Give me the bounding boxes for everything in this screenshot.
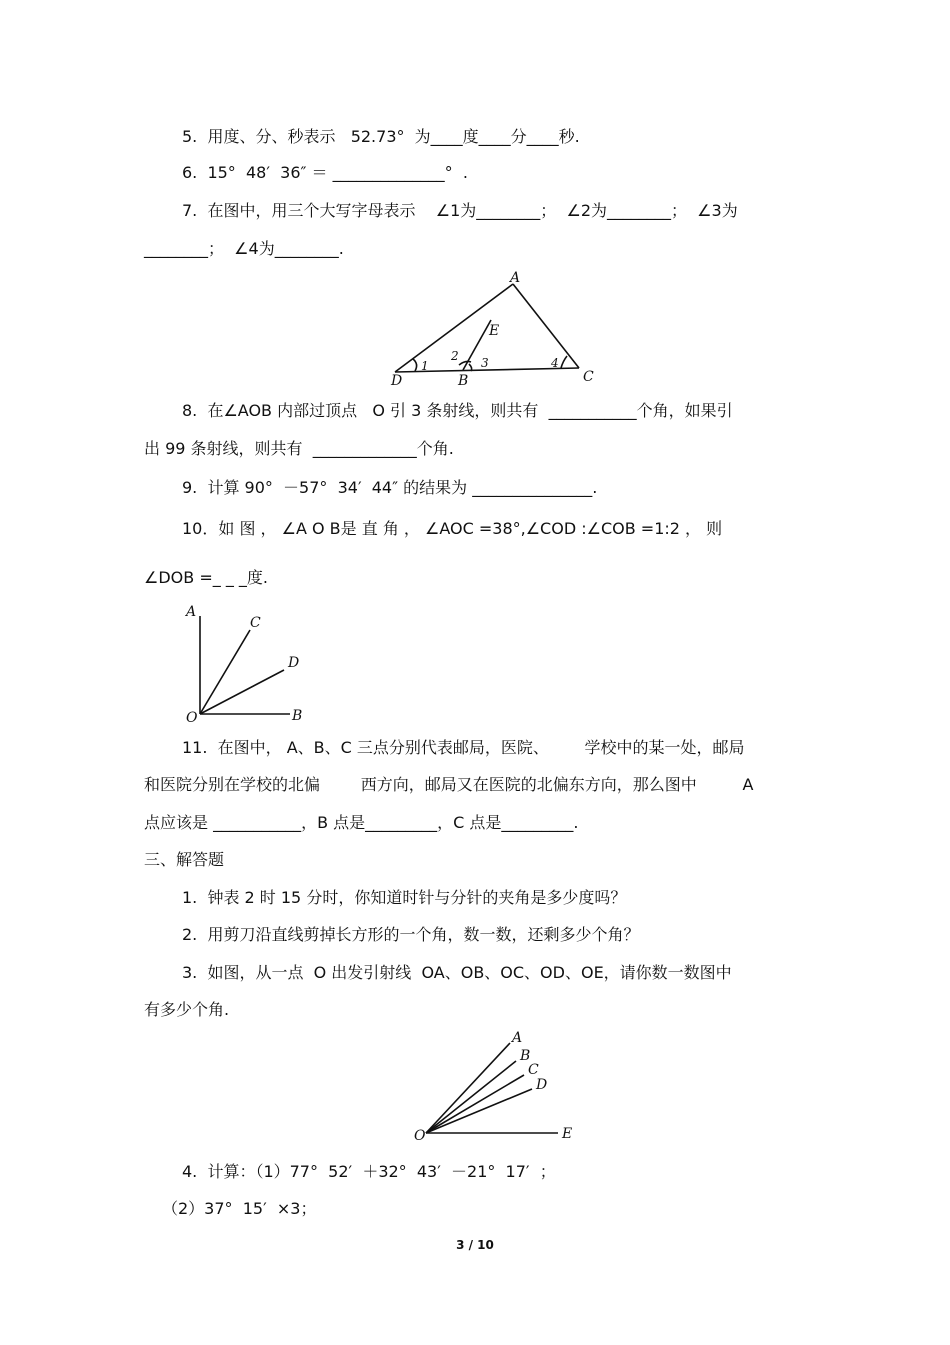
text-line: 有多少个角. xyxy=(144,1000,230,1019)
rays-figure xyxy=(410,1028,580,1146)
text-line: 2. 用剪刀沿直线剪掉长方形的一个角，数一数，还剩多少个角？ xyxy=(182,925,640,944)
label-e: E xyxy=(489,323,500,339)
label-a: A xyxy=(186,604,197,620)
text-line: 3. 如图，从一点 O 出发引射线 OA、OB、OC、OD、OE，请你数一数图中 xyxy=(182,963,732,982)
label-2: 2 xyxy=(451,349,459,363)
page-number: 3 / 10 xyxy=(456,1238,494,1252)
label-d: D xyxy=(288,655,300,671)
text-line: （2）37° 15′ ×3； xyxy=(162,1199,317,1218)
label-o: O xyxy=(414,1128,426,1144)
label-a: A xyxy=(512,1030,523,1046)
label-1: 1 xyxy=(421,359,429,373)
right-angle-figure xyxy=(180,600,310,728)
text-line: 11. 在图中， A、B、C 三点分别代表邮局，医院、 学校中的某一处，邮局 xyxy=(182,738,745,757)
label-o: O xyxy=(186,710,198,726)
text-line: 和医院分别在学校的北偏 西方向，邮局又在医院的北偏东方向，那么图中 A xyxy=(144,775,754,794)
label-b: B xyxy=(520,1048,531,1064)
label-4: 4 xyxy=(551,356,559,370)
text-line: 6. 15° 48′ 36″ ＝ ______________° . xyxy=(182,163,468,182)
label-b: B xyxy=(458,373,469,388)
label-d: D xyxy=(391,373,403,388)
label-b: B xyxy=(292,708,303,724)
label-c: C xyxy=(250,615,261,631)
text-line: 10．如 图 ， ∠A O B是 直 角 ， ∠AOC =38°,∠COD :∠COB =1:2 ， 则 xyxy=(182,519,723,538)
text-line: 4. 计算：（1）77° 52′ ＋32° 43′ －21° 17′ ； xyxy=(182,1162,556,1181)
label-a: A xyxy=(510,270,521,286)
text-line: ∠DOB =_ _ _度. xyxy=(144,568,268,587)
text-line: 1. 钟表 2 时 15 分时，你知道时针与分针的夹角是多少度吗？ xyxy=(182,888,627,907)
label-e: E xyxy=(562,1126,573,1142)
text-line: 7. 在图中，用三个大写字母表示 ∠1为________； ∠2为________； ∠3为 xyxy=(182,201,738,220)
text-line: 出 99 条射线，则共有 _____________个角. xyxy=(144,439,454,458)
triangle-figure xyxy=(385,268,605,388)
label-c: C xyxy=(528,1062,539,1078)
text-line: 三、解答题 xyxy=(144,850,225,869)
label-3: 3 xyxy=(481,356,489,370)
text-line: 9. 计算 90° －57° 34′ 44″ 的结果为 _______________. xyxy=(182,478,598,497)
text-line: 8. 在∠AOB 内部过顶点 O 引 3 条射线，则共有 ___________个角，如果引 xyxy=(182,401,733,420)
label-d: D xyxy=(536,1077,548,1093)
text-line: 5. 用度、分、秒表示 52.73° 为____度____分____秒. xyxy=(182,127,580,146)
label-c: C xyxy=(583,369,594,385)
text-line: 点应该是 ___________，B 点是_________，C 点是_________. xyxy=(144,813,579,832)
text-line: ________； ∠4为________. xyxy=(144,239,344,258)
